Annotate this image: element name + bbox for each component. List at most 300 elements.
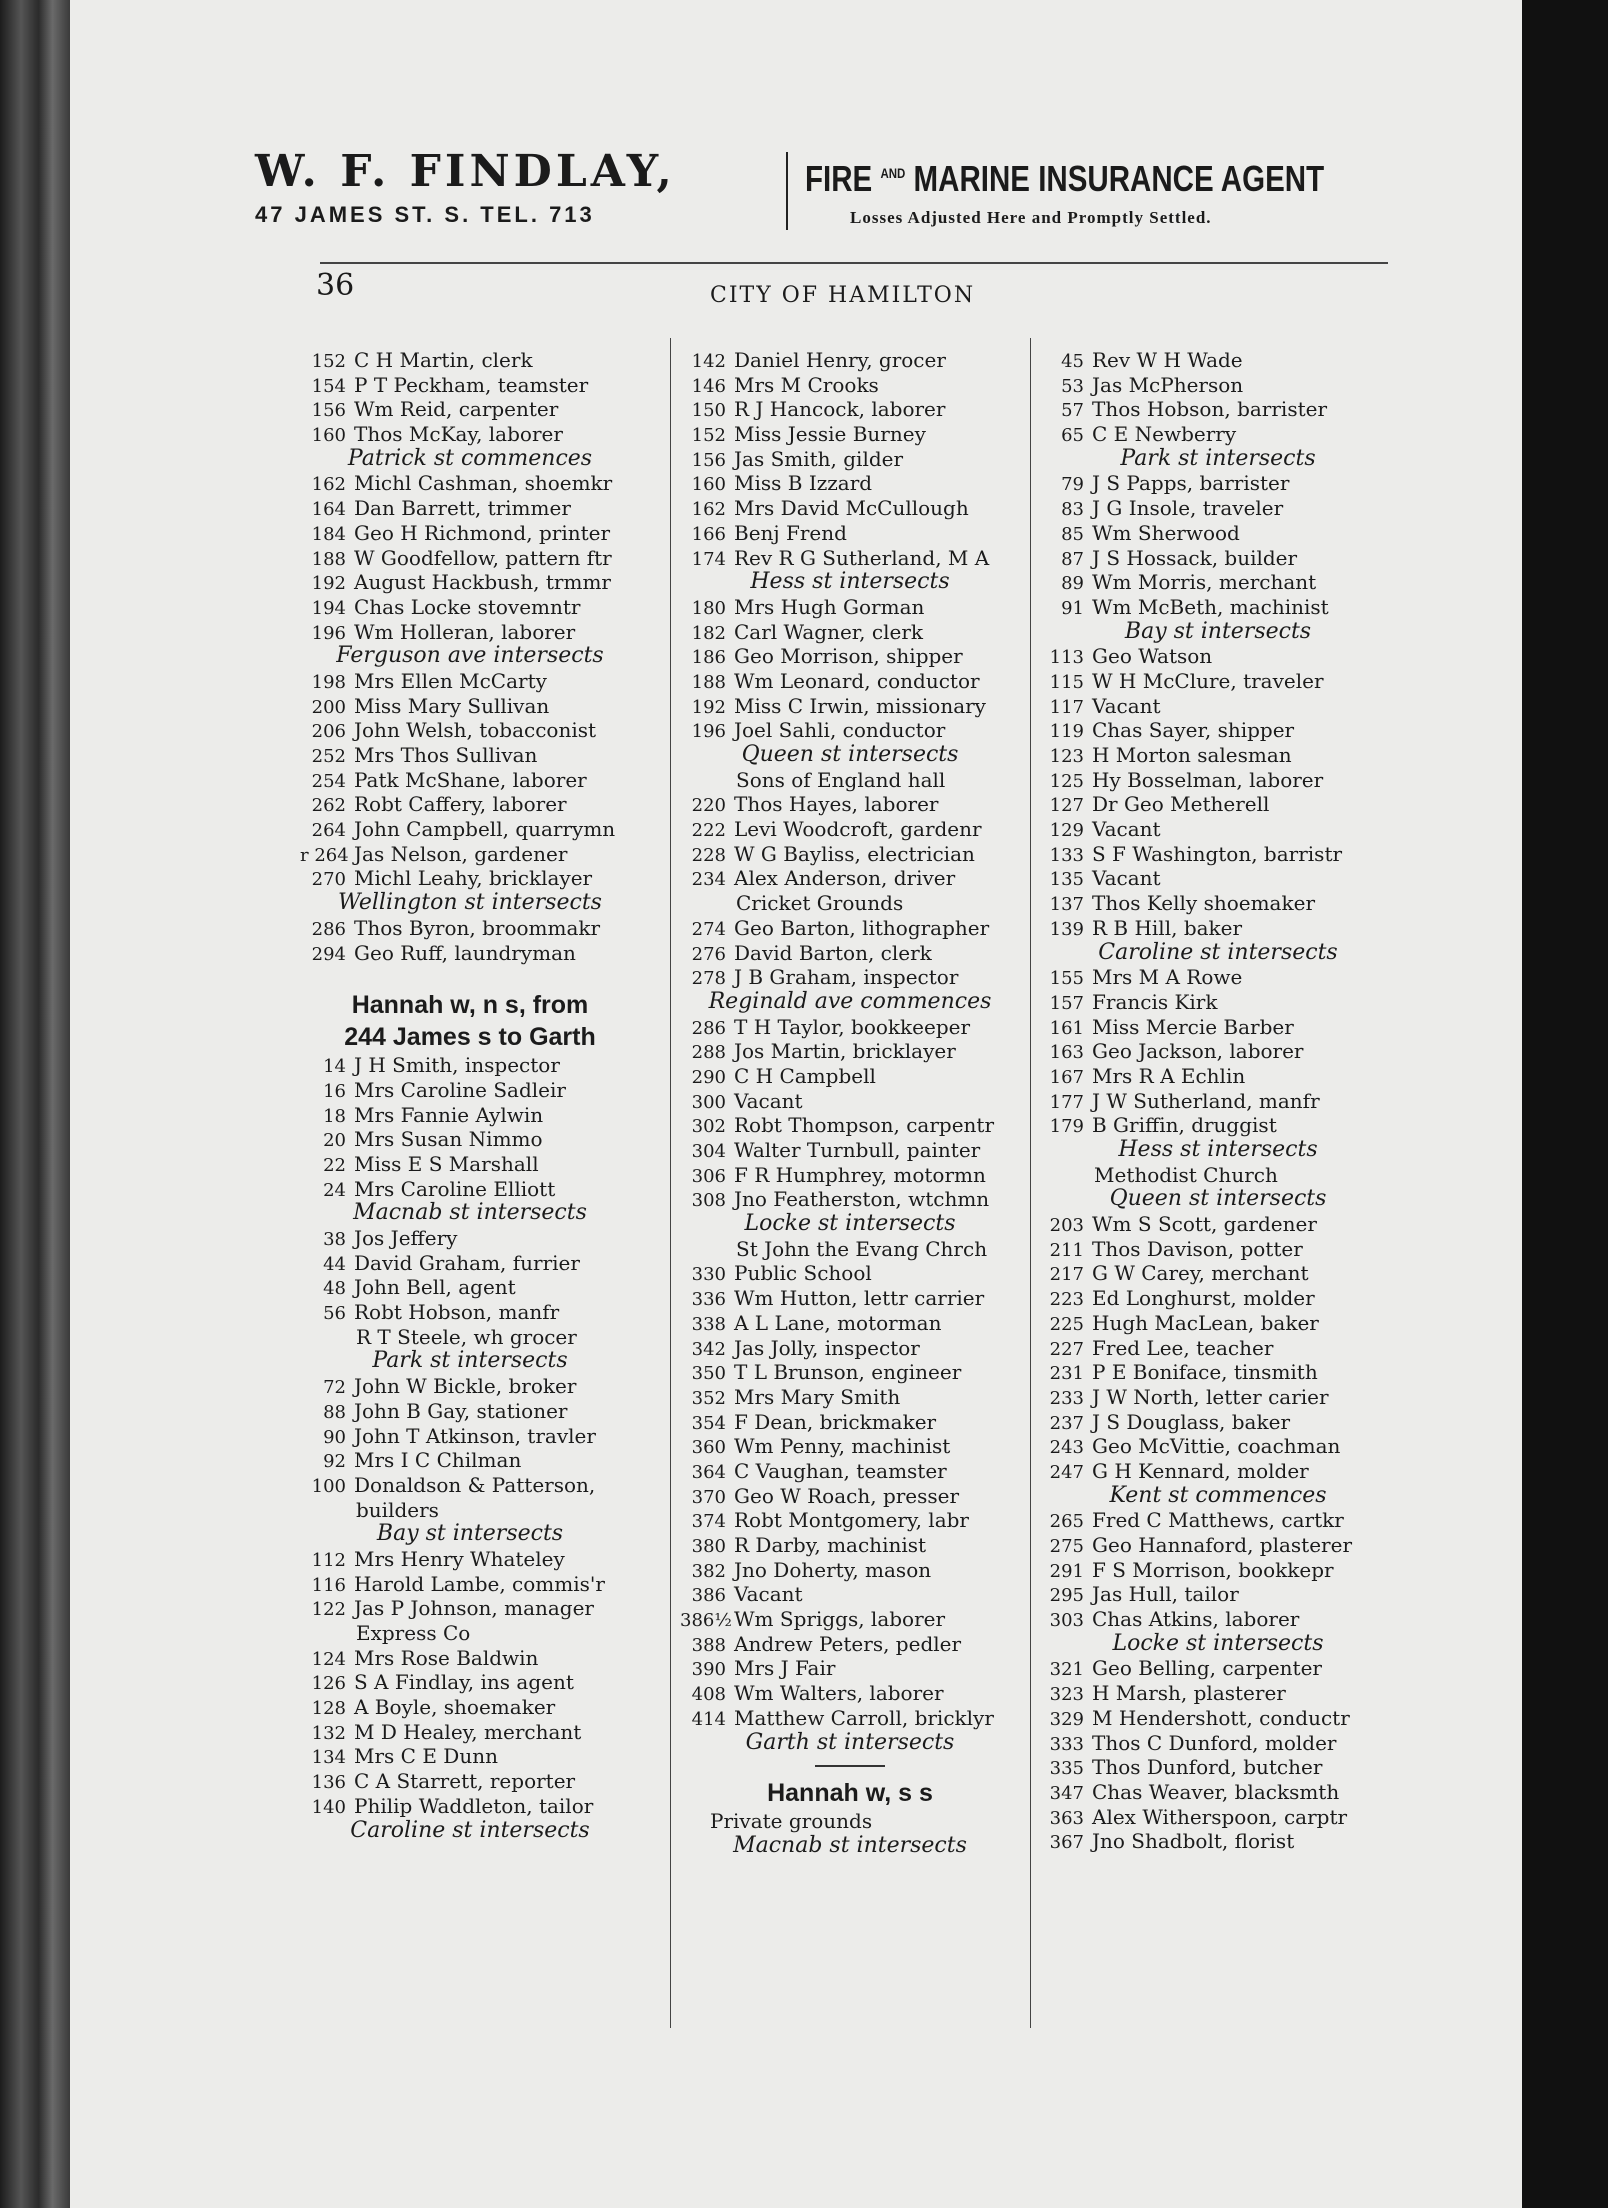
- resident-entry: Francis Kirk: [1092, 989, 1218, 1014]
- listing-row: [1038, 1607, 1398, 1632]
- listing-row: [680, 669, 1020, 694]
- resident-entry: Mrs Caroline Elliott: [354, 1176, 556, 1201]
- listing-row: [300, 669, 640, 694]
- section-rule: [815, 1765, 885, 1767]
- house-number: 186: [691, 647, 726, 669]
- resident-entry: Levi Woodcroft, gardenr: [734, 817, 982, 842]
- house-number: 116: [311, 1574, 346, 1596]
- listing-row: [300, 1572, 640, 1597]
- listing-row: [1038, 694, 1398, 719]
- listing-row: [300, 620, 640, 645]
- resident-entry: Thos Hobson, barrister: [1092, 397, 1328, 422]
- header-rule: [320, 262, 1388, 264]
- house-number: 276: [691, 943, 726, 965]
- resident-entry: W Goodfellow, pattern ftr: [354, 545, 612, 570]
- resident-entry: Rev R G Sutherland, M A: [734, 545, 990, 570]
- house-number: 300: [691, 1091, 726, 1113]
- house-number: 336: [691, 1289, 726, 1311]
- resident-entry: Vacant: [734, 1582, 803, 1607]
- listing-row: [1038, 1064, 1398, 1089]
- resident-entry: Joel Sahli, conductor: [734, 718, 946, 743]
- listing-row: [680, 1187, 1020, 1212]
- resident-entry: Jno Featherston, wtchmn: [734, 1187, 990, 1212]
- house-number: 386½: [680, 1610, 732, 1632]
- resident-entry: Thos Hayes, laborer: [734, 792, 939, 817]
- street-intersection: Macnab st intersects: [353, 1201, 587, 1226]
- listing-row: [680, 1706, 1020, 1731]
- house-number: 146: [691, 375, 726, 397]
- house-number: 350: [691, 1363, 726, 1385]
- listing-row: [1038, 990, 1398, 1015]
- listing-continuation: builders: [356, 1497, 439, 1522]
- listing-row: [1038, 718, 1398, 743]
- resident-entry: Chas Locke stovemntr: [354, 594, 581, 619]
- resident-entry: Geo Jackson, laborer: [1092, 1039, 1304, 1064]
- house-number: 252: [311, 746, 346, 767]
- street-intersection: Kent st commences: [1109, 1483, 1327, 1508]
- listing-row: [1038, 1039, 1398, 1064]
- listing-row: [1038, 1459, 1398, 1484]
- resident-entry: C H Campbell: [734, 1063, 876, 1088]
- listing-row: [680, 792, 1020, 817]
- listing-row: [1038, 669, 1398, 694]
- house-number: 294: [311, 943, 346, 965]
- listing-row: [1038, 817, 1398, 842]
- listing-row: [1038, 1212, 1398, 1237]
- resident-entry: W G Bayliss, electrician: [734, 841, 975, 866]
- listing-row: [1038, 471, 1398, 496]
- listing-row: [1038, 842, 1398, 867]
- house-number: 161: [1049, 1017, 1084, 1039]
- house-number: 352: [691, 1387, 726, 1409]
- resident-entry: Geo McVittie, coachman: [1092, 1434, 1341, 1459]
- resident-entry: Geo Watson: [1092, 644, 1213, 669]
- house-number: 220: [691, 795, 726, 817]
- resident-entry: Mrs C E Dunn: [354, 1744, 498, 1769]
- resident-entry: Wm Leonard, conductor: [734, 668, 980, 693]
- resident-entry: H Morton salesman: [1092, 743, 1292, 767]
- house-number: 203: [1049, 1215, 1084, 1237]
- house-number: 126: [311, 1673, 346, 1695]
- listing-row: [1038, 546, 1398, 571]
- listing-row: [300, 866, 640, 891]
- listing-row: [680, 1113, 1020, 1138]
- resident-entry: S A Findlay, ins agent: [354, 1670, 574, 1695]
- resident-entry: John T Atkinson, travler: [354, 1423, 596, 1448]
- resident-entry: Miss Jessie Burney: [734, 422, 926, 447]
- resident-entry: Jos Jeffery: [354, 1226, 458, 1250]
- house-number: 192: [691, 696, 726, 718]
- resident-entry: Andrew Peters, pedler: [734, 1631, 962, 1656]
- listing-row: [1038, 768, 1398, 793]
- house-number: 295: [1049, 1585, 1084, 1607]
- house-number: 367: [1049, 1832, 1084, 1854]
- house-number: 308: [691, 1190, 726, 1212]
- listing-row: [680, 1311, 1020, 1336]
- house-number: 167: [1049, 1066, 1084, 1088]
- house-number: 390: [691, 1659, 726, 1681]
- listing-row: [680, 1681, 1020, 1706]
- listing-row: [1038, 891, 1398, 916]
- street-intersection: Queen st intersects: [1109, 1187, 1327, 1212]
- listing-row: [680, 1089, 1020, 1114]
- house-number: 124: [311, 1648, 346, 1670]
- listing-row: [680, 447, 1020, 472]
- house-number: 278: [691, 968, 726, 990]
- house-number: 157: [1049, 992, 1084, 1014]
- resident-entry: T L Brunson, engineer: [734, 1360, 962, 1385]
- resident-entry: Harold Lambe, commis'r: [354, 1571, 605, 1596]
- house-number: 286: [691, 1017, 726, 1039]
- listing-row: [680, 1484, 1020, 1509]
- house-number: 364: [691, 1461, 726, 1483]
- resident-entry: Mrs Caroline Sadleir: [354, 1077, 566, 1102]
- house-number: 222: [691, 820, 726, 842]
- house-number: 302: [691, 1116, 726, 1138]
- losses-tagline: Losses Adjusted Here and Promptly Settled.: [850, 208, 1212, 227]
- directory-page: [70, 0, 1522, 2208]
- resident-entry: Jas McPherson: [1092, 372, 1244, 397]
- resident-entry: Robt Thompson, carpentr: [734, 1113, 995, 1138]
- house-number: 211: [1049, 1239, 1084, 1261]
- listing-row: [680, 1508, 1020, 1533]
- listing-row: [300, 1399, 640, 1424]
- street-heading: Hannah w, s s: [767, 1779, 933, 1808]
- listing-continuation: Methodist Church: [1094, 1162, 1278, 1187]
- resident-entry: C E Newberry: [1092, 422, 1237, 447]
- resident-entry: Mrs Henry Whateley: [354, 1546, 565, 1571]
- scan-right-border: [1522, 0, 1608, 2208]
- house-number: 155: [1049, 968, 1084, 990]
- resident-entry: Mrs Thos Sullivan: [354, 743, 538, 767]
- resident-entry: Miss B Izzard: [734, 471, 873, 496]
- listing-row: [680, 1138, 1020, 1163]
- resident-entry: S F Washington, barristr: [1092, 841, 1343, 866]
- house-number: 206: [311, 721, 346, 743]
- street-intersection: Park st intersects: [372, 1349, 568, 1374]
- resident-entry: J H Smith, inspector: [354, 1053, 560, 1078]
- house-number: 100: [311, 1475, 346, 1497]
- resident-entry: Thos Davison, potter: [1092, 1236, 1303, 1261]
- listing-row: [300, 496, 640, 521]
- resident-entry: Jas Hull, tailor: [1092, 1582, 1239, 1607]
- house-number: 133: [1049, 844, 1084, 866]
- resident-entry: Wm Holleran, laborer: [354, 619, 576, 644]
- resident-entry: Jno Shadbolt, florist: [1092, 1829, 1295, 1854]
- resident-entry: Robt Montgomery, labr: [734, 1508, 969, 1533]
- agent-title-and: AND: [880, 165, 906, 181]
- street-intersection: Bay st intersects: [376, 1522, 564, 1547]
- listing-row: [680, 1607, 1020, 1632]
- house-number: 163: [1049, 1042, 1084, 1064]
- listing-row: [1038, 1434, 1398, 1459]
- house-number: 386: [691, 1585, 726, 1607]
- listing-row: [680, 496, 1020, 521]
- resident-entry: J S Papps, barrister: [1092, 471, 1290, 496]
- resident-entry: Miss C Irwin, missionary: [734, 693, 986, 718]
- house-number: 194: [311, 597, 346, 619]
- listing-row: [680, 1064, 1020, 1089]
- house-number: 136: [311, 1772, 346, 1794]
- house-number: 338: [691, 1313, 726, 1335]
- listing-row: [680, 1385, 1020, 1410]
- street-intersection: Garth st intersects: [745, 1730, 955, 1755]
- street-intersection: Bay st intersects: [1124, 619, 1312, 644]
- listing-row: [680, 941, 1020, 966]
- resident-entry: Mrs J Fair: [734, 1656, 836, 1681]
- resident-entry: Chas Weaver, blacksmth: [1092, 1779, 1340, 1804]
- listing-row: [680, 397, 1020, 422]
- resident-entry: Wm Reid, carpenter: [354, 397, 559, 422]
- resident-entry: Geo Barton, lithographer: [734, 915, 990, 940]
- listing-continuation: Cricket Grounds: [736, 891, 904, 916]
- resident-entry: R B Hill, baker: [1092, 915, 1243, 940]
- resident-entry: Robt Hobson, manfr: [354, 1300, 560, 1325]
- resident-entry: Philip Waddleton, tailor: [354, 1793, 594, 1818]
- listing-row: [300, 397, 640, 422]
- house-number: 274: [691, 918, 726, 940]
- house-number: 72: [323, 1377, 346, 1399]
- resident-entry: Geo W Roach, presser: [734, 1483, 960, 1508]
- listing-row: [680, 521, 1020, 546]
- resident-entry: Michl Cashman, shoemkr: [354, 471, 613, 496]
- resident-entry: Mrs Rose Baldwin: [354, 1645, 539, 1670]
- listing-row: [1038, 1706, 1398, 1731]
- house-number: 113: [1049, 647, 1084, 669]
- resident-entry: Ed Longhurst, molder: [1092, 1286, 1315, 1311]
- house-number: 223: [1049, 1289, 1084, 1311]
- house-number: 286: [311, 918, 346, 940]
- listing-row: [680, 471, 1020, 496]
- resident-entry: Miss Mercie Barber: [1092, 1014, 1294, 1039]
- house-number: 306: [691, 1165, 726, 1187]
- listing-row: [300, 1226, 640, 1251]
- listing-row: [1038, 866, 1398, 891]
- house-number: 174: [691, 548, 726, 570]
- resident-entry: Vacant: [1092, 866, 1161, 891]
- resident-entry: John Campbell, quarrymn: [354, 817, 616, 842]
- house-number: 182: [691, 622, 726, 644]
- listing-row: [1038, 1780, 1398, 1805]
- resident-entry: B Griffin, druggist: [1092, 1113, 1277, 1138]
- firm-address: 47 JAMES ST. S. TEL. 713: [255, 202, 595, 227]
- listing-row: [300, 1794, 640, 1819]
- resident-entry: Alex Anderson, driver: [734, 866, 956, 891]
- house-number: 262: [311, 795, 346, 817]
- house-number: 20: [323, 1130, 346, 1152]
- listing-row: [300, 1374, 640, 1399]
- house-number: 180: [691, 597, 726, 619]
- resident-entry: R Darby, machinist: [734, 1533, 927, 1557]
- resident-entry: Vacant: [1092, 817, 1161, 842]
- street-intersection: Patrick st commences: [347, 446, 593, 471]
- resident-entry: Wm Spriggs, laborer: [734, 1607, 946, 1632]
- resident-entry: Walter Turnbull, painter: [734, 1138, 981, 1162]
- resident-entry: John Welsh, tobacconist: [354, 718, 597, 743]
- resident-entry: Public School: [734, 1261, 872, 1286]
- house-number: 44: [323, 1253, 346, 1275]
- house-number: 137: [1049, 894, 1084, 916]
- resident-entry: Miss Mary Sullivan: [354, 693, 550, 718]
- resident-entry: T H Taylor, bookkeeper: [734, 1014, 971, 1039]
- listing-row: [1038, 1015, 1398, 1040]
- resident-entry: Daniel Henry, grocer: [734, 348, 946, 372]
- house-number: 234: [691, 869, 726, 891]
- house-number: 303: [1049, 1610, 1084, 1632]
- listing-row: [300, 1053, 640, 1078]
- house-number: 335: [1049, 1758, 1084, 1780]
- house-number: 225: [1049, 1313, 1084, 1335]
- resident-entry: Mrs Ellen McCarty: [354, 668, 547, 693]
- resident-entry: Wm Walters, laborer: [734, 1681, 944, 1706]
- house-number: 53: [1061, 375, 1084, 397]
- listing-row: [1038, 1656, 1398, 1681]
- resident-entry: Jas Jolly, inspector: [734, 1335, 920, 1360]
- house-number: 342: [691, 1338, 726, 1360]
- resident-entry: J S Hossack, builder: [1092, 545, 1298, 570]
- listing-row: [680, 866, 1020, 891]
- house-number: 79: [1061, 474, 1084, 496]
- listing-row: [1038, 422, 1398, 447]
- house-number: 112: [311, 1549, 346, 1571]
- resident-entry: Wm Penny, machinist: [734, 1434, 951, 1459]
- resident-entry: Wm Morris, merchant: [1092, 570, 1317, 595]
- resident-entry: W H McClure, traveler: [1092, 668, 1324, 693]
- resident-entry: Jas Nelson, gardener: [354, 841, 568, 866]
- listing-row: [300, 1424, 640, 1449]
- resident-entry: Donaldson & Patterson,: [354, 1472, 596, 1497]
- listing-row: [1038, 1755, 1398, 1780]
- resident-entry: Thos C Dunford, molder: [1092, 1730, 1337, 1755]
- resident-entry: John Bell, agent: [354, 1275, 516, 1300]
- resident-entry: Wm S Scott, gardener: [1092, 1212, 1317, 1237]
- listing-row: [1038, 348, 1398, 373]
- resident-entry: J W Sutherland, manfr: [1092, 1088, 1320, 1113]
- house-number: 164: [311, 499, 346, 521]
- listing-row: [680, 1015, 1020, 1040]
- resident-entry: F S Morrison, bookkepr: [1092, 1557, 1334, 1582]
- directory-column-1: [300, 348, 640, 1843]
- house-number: 85: [1061, 523, 1084, 545]
- house-number: r 264: [300, 844, 349, 866]
- resident-entry: Mrs M A Rowe: [1092, 965, 1243, 990]
- resident-entry: C A Starrett, reporter: [354, 1769, 576, 1794]
- house-number: 414: [691, 1708, 726, 1730]
- listing-row: [1038, 743, 1398, 768]
- house-number: 264: [311, 820, 346, 842]
- resident-entry: Michl Leahy, bricklayer: [354, 866, 593, 891]
- page-number: 36: [316, 268, 355, 303]
- house-number: 347: [1049, 1782, 1084, 1804]
- listing-row: [300, 1670, 640, 1695]
- listing-row: [680, 1656, 1020, 1681]
- resident-entry: Thos Byron, broommakr: [354, 915, 601, 940]
- listing-row: [1038, 1410, 1398, 1435]
- header-divider: [786, 152, 788, 230]
- house-number: 122: [311, 1599, 346, 1621]
- listing-row: [1038, 1286, 1398, 1311]
- house-number: 14: [323, 1056, 346, 1078]
- house-number: 247: [1049, 1461, 1084, 1483]
- resident-entry: Hugh MacLean, baker: [1092, 1310, 1319, 1335]
- resident-entry: C Vaughan, teamster: [734, 1458, 947, 1483]
- resident-entry: Thos McKay, laborer: [354, 422, 563, 447]
- house-number: 140: [311, 1796, 346, 1818]
- resident-entry: Robt Caffery, laborer: [354, 792, 567, 817]
- resident-entry: Mrs M Crooks: [734, 372, 879, 397]
- listing-row: [1038, 496, 1398, 521]
- resident-entry: John B Gay, stationer: [354, 1398, 568, 1423]
- house-number: 374: [691, 1511, 726, 1533]
- house-number: 92: [323, 1451, 346, 1473]
- resident-entry: Mrs I C Chilman: [354, 1448, 522, 1473]
- house-number: 132: [311, 1722, 346, 1744]
- resident-entry: G W Carey, merchant: [1092, 1261, 1309, 1286]
- listing-row: [300, 348, 640, 373]
- listing-row: [680, 348, 1020, 373]
- street-heading: 244 James s to Garth: [344, 1023, 596, 1052]
- resident-entry: John W Bickle, broker: [354, 1374, 577, 1399]
- listing-row: [1038, 373, 1398, 398]
- listing-row: [300, 1275, 640, 1300]
- listing-row: [680, 620, 1020, 645]
- listing-row: [300, 1720, 640, 1745]
- listing-row: [1038, 1829, 1398, 1854]
- house-number: 127: [1049, 795, 1084, 817]
- running-title: CITY OF HAMILTON: [710, 283, 976, 308]
- listing-row: [680, 817, 1020, 842]
- house-number: 162: [311, 474, 346, 496]
- listing-row: [1038, 1533, 1398, 1558]
- listing-row: [1038, 1113, 1398, 1138]
- house-number: 154: [311, 375, 346, 397]
- house-number: 288: [691, 1042, 726, 1064]
- resident-entry: Geo Hannaford, plasterer: [1092, 1533, 1352, 1557]
- resident-entry: Mrs Susan Nimmo: [354, 1127, 543, 1152]
- listing-row: [1038, 397, 1398, 422]
- resident-entry: Mrs Hugh Gorman: [734, 594, 925, 619]
- resident-entry: Mrs Fannie Aylwin: [354, 1102, 544, 1127]
- listing-row: [1038, 1311, 1398, 1336]
- house-number: 48: [323, 1278, 346, 1300]
- house-number: 150: [691, 400, 726, 422]
- agent-title-pre: FIRE: [805, 158, 873, 199]
- street-note: Private grounds: [710, 1809, 873, 1834]
- listing-row: [680, 1360, 1020, 1385]
- house-number: 160: [311, 425, 346, 447]
- listing-row: [680, 718, 1020, 743]
- listing-row: [680, 373, 1020, 398]
- listing-row: [300, 1177, 640, 1202]
- house-number: 129: [1049, 820, 1084, 842]
- resident-entry: Mrs David McCullough: [734, 496, 969, 521]
- listing-row: [680, 1632, 1020, 1657]
- listing-row: [1038, 1336, 1398, 1361]
- house-number: 90: [323, 1426, 346, 1448]
- listing-row: [300, 916, 640, 941]
- listing-row: [680, 422, 1020, 447]
- house-number: 119: [1049, 721, 1084, 743]
- house-number: 380: [691, 1536, 726, 1557]
- resident-entry: Benj Frend: [734, 520, 847, 545]
- listing-row: [680, 1163, 1020, 1188]
- listing-row: [300, 1695, 640, 1720]
- resident-entry: A L Lane, motorman: [734, 1310, 942, 1335]
- listing-row: [300, 422, 640, 447]
- resident-entry: Chas Sayer, shipper: [1092, 718, 1295, 743]
- listing-row: [300, 1769, 640, 1794]
- resident-entry: Rev W H Wade: [1092, 348, 1243, 372]
